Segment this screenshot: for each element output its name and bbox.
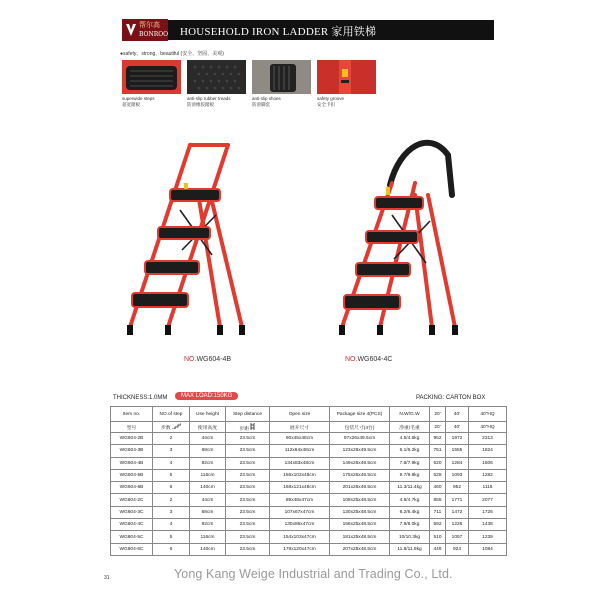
table-cell: WG604-2B (111, 433, 153, 445)
table-cell: 123x26x49.5cm (330, 445, 390, 457)
feature-label-treads: anti-slip rubber treads 防滑橡胶踏板 (187, 96, 231, 107)
table-cell: 711 (430, 506, 446, 518)
table-row (111, 506, 507, 518)
table-cell: 92cm (190, 519, 226, 531)
table-cell: 7.8/7.9kg (390, 457, 430, 469)
table-cell: 23.5cm (226, 457, 270, 469)
feature-image-groove (317, 60, 376, 94)
feature-image-treads (187, 60, 246, 94)
table-cell: 23.5cm (226, 469, 270, 481)
table-cell: 179x120x47cm (270, 543, 330, 555)
table-cell: 2313 (469, 433, 507, 445)
table-cell: 134x83x48cm (270, 457, 330, 469)
table-header-cell: NO.of step (153, 407, 190, 422)
feature-label-steps: superwide steps 超宽踏板 (122, 96, 155, 107)
table-header-cell: N.W/G.W (390, 407, 430, 422)
step-icon (172, 423, 181, 429)
table-subheader-row (111, 422, 507, 433)
table-header-cell: Step distance (226, 407, 270, 422)
table-cell: WG604-4C (111, 519, 153, 531)
table-cell: 140cm (190, 482, 226, 494)
table-cell: 855 (430, 494, 446, 506)
table-cell: 23.5cm (226, 433, 270, 445)
table-cell: 6.1/6.2kg (390, 445, 430, 457)
table-cell: 90x45x48cm (270, 433, 330, 445)
table-cell: 1438 (469, 519, 507, 531)
table-header-row (111, 407, 507, 422)
table-cell: 112x64x48cm (270, 445, 330, 457)
table-header-cell: 40"HQ (469, 407, 507, 422)
feature-label-groove: safety groove 安全卡扣 (317, 96, 345, 107)
table-cell: 1226 (446, 519, 469, 531)
table-header-cell: 20' (430, 407, 446, 422)
table-cell: 130x25x48.5cm (330, 506, 390, 518)
table-subheader-cell: 型号 (111, 422, 153, 433)
table-cell: 23.5cm (226, 445, 270, 457)
table-subheader-cell: 净重/毛重 (390, 422, 430, 433)
table-cell: 23.5cm (226, 543, 270, 555)
brand-logo (122, 19, 168, 41)
table-cell: 44cm (190, 433, 226, 445)
table-cell: 68cm (190, 506, 226, 518)
table-cell: 116cm (190, 531, 226, 543)
table-cell: 89x48x47cm (270, 494, 330, 506)
company-name: Yong Kang Weige Industrial and Trading Co., Ltd. (174, 567, 453, 581)
table-cell: 156x102x48cm (270, 469, 330, 481)
table-cell: 4.6/4.7kg (390, 494, 430, 506)
spec-table (110, 406, 507, 556)
table-subheader-cell: 包装尺寸(4台) (330, 422, 390, 433)
table-cell: 1726 (469, 506, 507, 518)
table-header-cell: Item no. (111, 407, 153, 422)
feature-intro: ●safety、strong、beautiful (安全、坚固、美观) (120, 51, 224, 57)
logo-text-en: BONROO (139, 31, 169, 38)
table-cell: 23.5cm (226, 494, 270, 506)
table-cell: WG604-5C (111, 531, 153, 543)
table-subheader-cell: 步距 (226, 422, 270, 433)
table-cell: 1057 (446, 531, 469, 543)
ladder-caption-4c: NO.WG604-4C (345, 356, 393, 363)
table-cell: 3 (153, 445, 190, 457)
table-cell: 154x103x47cm (270, 531, 330, 543)
max-load-badge: MAX LOAD:150KG (175, 392, 238, 400)
table-subheader-cell: 展开尺寸 (270, 422, 330, 433)
table-cell: 6 (153, 543, 190, 555)
table-cell: 9.7/9.8kg (390, 469, 430, 481)
table-header-cell: 40' (446, 407, 469, 422)
logo-mark-icon (125, 22, 137, 38)
page-title: HOUSEHOLD IRON LADDER 家用铁梯 (180, 26, 377, 38)
thickness-label: THICKNESS:1.0MM (113, 395, 168, 401)
table-cell: 952 (430, 433, 446, 445)
table-cell: 1771 (446, 494, 469, 506)
table-cell: 156x25x48.5cm (330, 519, 390, 531)
table-row (111, 494, 507, 506)
table-cell: 5 (153, 531, 190, 543)
table-cell: 2 (153, 494, 190, 506)
table-cell: 23.5cm (226, 482, 270, 494)
table-row (111, 433, 507, 445)
table-cell: 1084 (469, 543, 507, 555)
table-header-cell: Open size (270, 407, 330, 422)
table-cell: 97x26x49.5cm (330, 433, 390, 445)
packing-label: PACKING: CARTON BOX (416, 395, 486, 401)
table-cell: 592 (430, 519, 446, 531)
table-cell: 23.5cm (226, 531, 270, 543)
table-cell: 1824 (469, 445, 507, 457)
table-row (111, 531, 507, 543)
table-header-cell: Use height (190, 407, 226, 422)
table-row (111, 469, 507, 481)
table-cell: 751 (430, 445, 446, 457)
table-cell: 92cm (190, 457, 226, 469)
table-cell: 201x26x49.5cm (330, 482, 390, 494)
table-cell: 168x121x48cm (270, 482, 330, 494)
table-cell: 1972 (446, 433, 469, 445)
table-cell: 5 (153, 469, 190, 481)
table-cell: 460 (430, 482, 446, 494)
feature-label-shoes: anti-slip shoes 防滑脚套 (252, 96, 281, 107)
table-body (111, 433, 507, 556)
table-cell: 107x67x47cm (270, 506, 330, 518)
table-cell: 2077 (469, 494, 507, 506)
table-cell: 4 (153, 457, 190, 469)
table-cell: WG604-3C (111, 506, 153, 518)
feature-image-shoes (252, 60, 311, 94)
table-header-cell: Package size 4(PCS) (330, 407, 390, 422)
table-cell: 108x25x48.5cm (330, 494, 390, 506)
table-row (111, 445, 507, 457)
step-distance-icon (250, 423, 255, 430)
table-cell: 1284 (446, 457, 469, 469)
table-row (111, 519, 507, 531)
table-cell: 2 (153, 433, 190, 445)
table-cell: 23.5cm (226, 506, 270, 518)
table-cell: 11.8/11.9kg (390, 543, 430, 555)
table-cell: WG604-5B (111, 469, 153, 481)
table-cell: 4 (153, 519, 190, 531)
title-bar (168, 20, 494, 40)
table-cell: WG604-6C (111, 543, 153, 555)
table-cell: 207x25x48.5cm (330, 543, 390, 555)
table-subheader-cell: 40' (446, 422, 469, 433)
table-cell: 44cm (190, 494, 226, 506)
table-subheader-cell: 20' (430, 422, 446, 433)
feature-image-steps (122, 60, 181, 94)
table-cell: 952 (446, 482, 469, 494)
ladder-image-4c (320, 135, 470, 350)
table-cell: 1239 (469, 531, 507, 543)
table-cell: 10/10.3kg (390, 531, 430, 543)
table-cell: WG604-6B (111, 482, 153, 494)
table-cell: 446 (430, 543, 446, 555)
table-cell: 1506 (469, 457, 507, 469)
table-cell: 1555 (446, 445, 469, 457)
table-cell: 3 (153, 506, 190, 518)
table-cell: WG604-2C (111, 494, 153, 506)
ladder-image-4b (110, 135, 260, 350)
table-cell: 23.5cm (226, 519, 270, 531)
table-cell: 7.9/8.0kg (390, 519, 430, 531)
table-cell: 6 (153, 482, 190, 494)
table-cell: 175x26x49.5cm (330, 469, 390, 481)
table-row (111, 482, 507, 494)
page-number: 31 (104, 575, 110, 581)
table-cell: 140cm (190, 543, 226, 555)
table-cell: 510 (430, 531, 446, 543)
table-cell: WG604-4B (111, 457, 153, 469)
table-cell: 116cm (190, 469, 226, 481)
table-cell: 1472 (446, 506, 469, 518)
table-cell: 924 (446, 543, 469, 555)
table-cell: 1116 (469, 482, 507, 494)
table-subheader-cell: 步数 (153, 422, 190, 433)
table-cell: 181x25x48.5cm (330, 531, 390, 543)
table-cell: 11.3/11.4kg (390, 482, 430, 494)
table-cell: 6.2/6.4kg (390, 506, 430, 518)
table-subheader-cell: 40"HQ (469, 422, 507, 433)
logo-text-cn: 帮尔高 (139, 21, 160, 29)
table-subheader-cell: 使用高度 (190, 422, 226, 433)
table-cell: 1282 (469, 469, 507, 481)
table-cell: WG604-3B (111, 445, 153, 457)
table-row (111, 543, 507, 555)
table-cell: 620 (430, 457, 446, 469)
table-row (111, 457, 507, 469)
ladder-caption-4b: NO.WG604-4B (184, 356, 232, 363)
table-cell: 528 (430, 469, 446, 481)
table-cell: 130x86x47cm (270, 519, 330, 531)
table-cell: 4.5/4.6kg (390, 433, 430, 445)
table-cell: 1093 (446, 469, 469, 481)
table-cell: 68cm (190, 445, 226, 457)
table-cell: 149x26x49.5cm (330, 457, 390, 469)
